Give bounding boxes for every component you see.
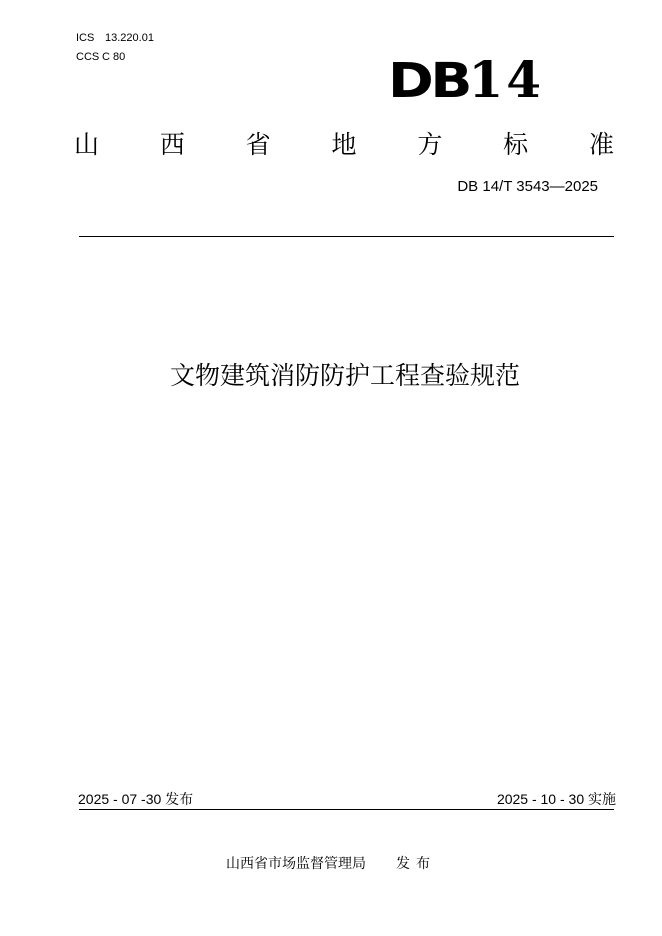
publisher-name: 山西省市场监督管理局 bbox=[226, 856, 366, 872]
standard-type-char: 方 bbox=[417, 130, 443, 159]
document-title: 文物建筑消防防护工程查验规范 bbox=[169, 361, 520, 390]
standard-type-char: 地 bbox=[331, 130, 357, 159]
ics-value: 13.220.01 bbox=[105, 32, 154, 44]
bottom-divider bbox=[79, 809, 614, 810]
standard-type-char: 省 bbox=[245, 130, 271, 159]
db-logo-prefix: DB bbox=[388, 53, 470, 109]
ics-label: ICS bbox=[76, 32, 95, 44]
standard-type-char: 标 bbox=[503, 130, 529, 159]
publisher-line bbox=[226, 855, 436, 873]
standard-type-char: 西 bbox=[159, 130, 185, 159]
db-logo bbox=[388, 52, 544, 108]
standard-type-char: 山 bbox=[74, 130, 100, 159]
ccs-value: C 80 bbox=[102, 51, 126, 63]
ics-line bbox=[76, 32, 154, 45]
top-divider bbox=[79, 236, 614, 237]
release-date: 2025 - 07 -30 发布 bbox=[78, 791, 194, 807]
ccs-label: CCS bbox=[76, 51, 100, 63]
standard-type-char: 准 bbox=[588, 130, 614, 159]
standard-type-title bbox=[74, 127, 614, 163]
standard-code: DB 14/T 3543—2025 bbox=[457, 178, 598, 195]
effective-date: 2025 - 10 - 30 实施 bbox=[496, 791, 616, 807]
ccs-line bbox=[76, 51, 125, 64]
publisher-action: 发布 bbox=[396, 856, 436, 872]
db-logo-number: 14 bbox=[468, 50, 545, 109]
